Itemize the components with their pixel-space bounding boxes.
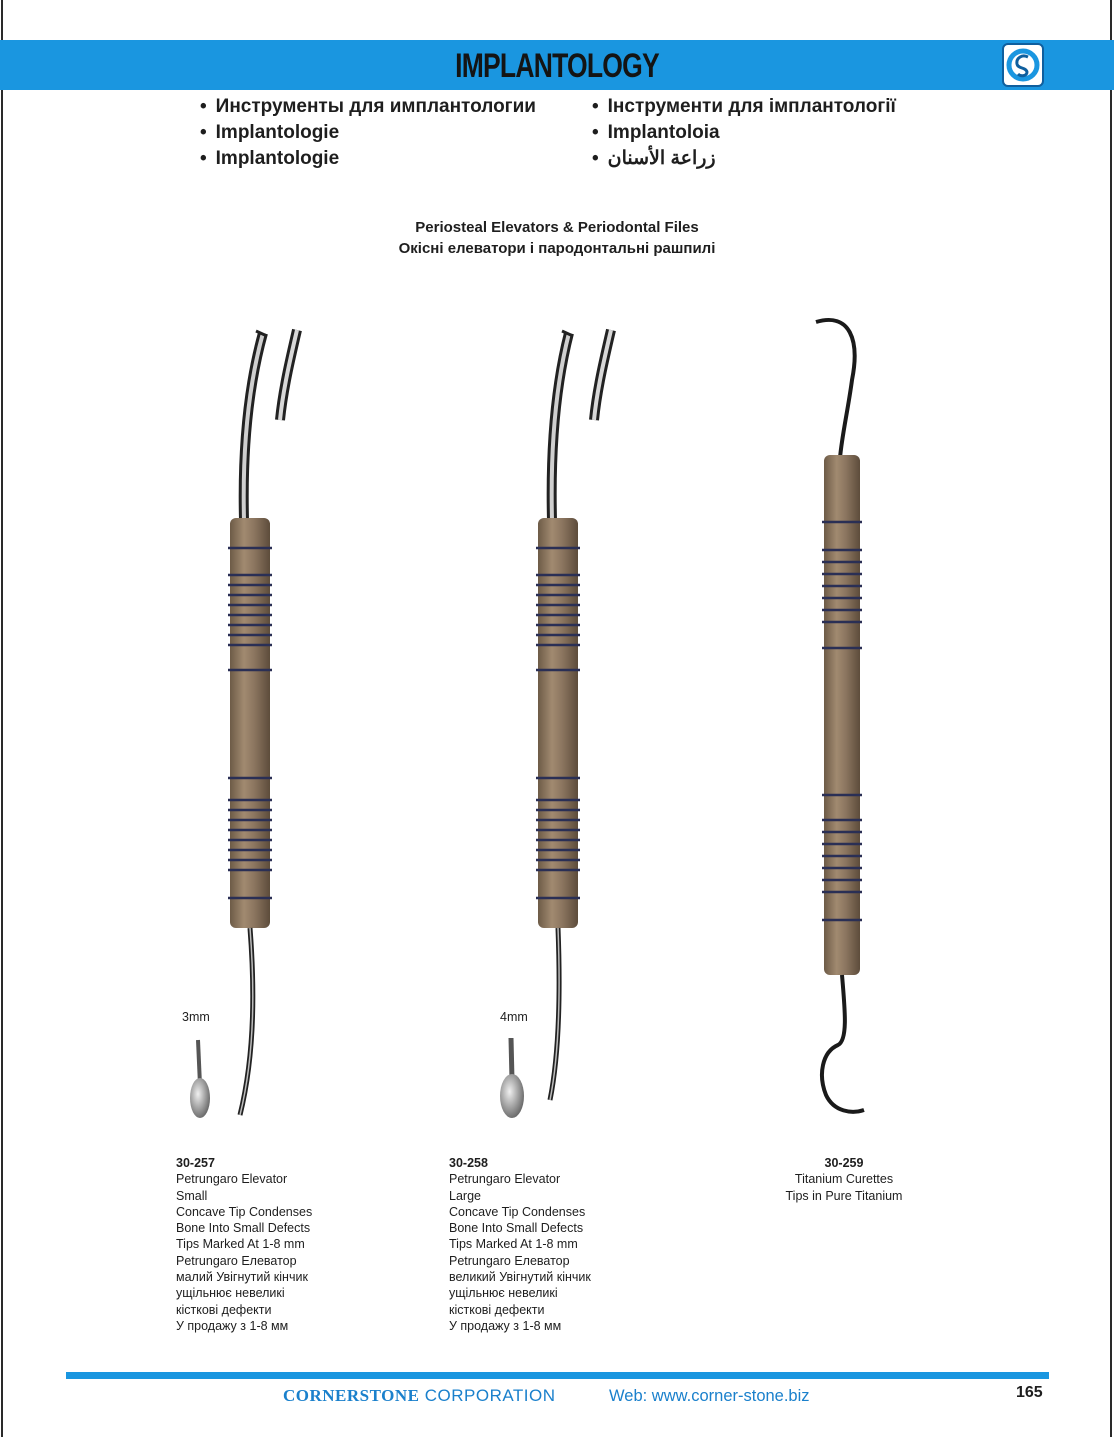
tip-size-label-large: 4mm <box>500 1010 528 1024</box>
product-line: великий Увігнутий кінчик <box>449 1270 591 1285</box>
product-description <box>449 1155 591 1334</box>
page-number: 165 <box>1016 1384 1043 1401</box>
product-line: Petrungaro Елеватор <box>176 1253 297 1268</box>
product-code: 30-259 <box>824 1156 864 1170</box>
footer-website-link[interactable]: Web: www.corner-stone.biz <box>609 1387 810 1405</box>
language-item: • Implantoloia <box>592 120 896 146</box>
footer-company-name <box>283 1386 556 1406</box>
product-line: Bone Into Small Defects <box>176 1221 311 1236</box>
product-description <box>176 1155 312 1334</box>
product-line: Tips Marked At 1-8 mm <box>449 1237 578 1252</box>
language-item: • Implantologie <box>200 120 536 146</box>
language-item: • Инструменты для имплантологии <box>200 94 536 120</box>
product-line: Bone Into Small Defects <box>449 1221 584 1236</box>
product-line: У продажу з 1-8 мм <box>176 1318 289 1333</box>
product-line: ущільнює невеликі <box>176 1286 285 1301</box>
product-line: Petrungaro Elevator <box>176 1172 288 1187</box>
footer-divider <box>66 1372 1049 1379</box>
product-line: малий Увігнутий кінчик <box>176 1270 308 1285</box>
product-line: Large <box>449 1188 481 1203</box>
product-code: 30-258 <box>449 1156 488 1170</box>
product-line: Concave Tip Condenses <box>449 1204 586 1219</box>
product-description <box>744 1155 944 1204</box>
section-title-en: Periosteal Elevators & Periodontal Files <box>415 219 699 236</box>
product-line: Tips in Pure Titanium <box>785 1188 903 1203</box>
page-title: IMPLANTOLOGY <box>455 47 659 85</box>
product-line: ущільнює невеликі <box>449 1286 558 1301</box>
product-line: У продажу з 1-8 мм <box>449 1318 562 1333</box>
company-name-bold: CORNERSTONE <box>283 1386 420 1405</box>
product-line: Concave Tip Condenses <box>176 1204 313 1219</box>
section-title-uk: Окісні елеватори і пародонтальні рашпилі <box>398 240 716 257</box>
language-item: • Інструменти для імплантології <box>592 94 896 120</box>
tip-size-label-small: 3mm <box>182 1010 210 1024</box>
product-line: Small <box>176 1188 208 1203</box>
product-line: Tips Marked At 1-8 mm <box>176 1237 305 1252</box>
product-code: 30-257 <box>176 1156 215 1170</box>
elevator-small-instrument <box>190 330 297 1118</box>
product-line: кісткові дефекти <box>449 1302 545 1317</box>
company-name-rest: CORPORATION <box>424 1386 556 1405</box>
titanium-curette-instrument <box>816 320 864 1112</box>
product-line: Petrungaro Elevator <box>449 1172 561 1187</box>
product-line: Titanium Curettes <box>794 1172 894 1187</box>
product-line: Petrungaro Елеватор <box>449 1253 570 1268</box>
language-item: • زراعة الأسنان <box>592 146 896 172</box>
elevator-large-instrument <box>500 330 611 1118</box>
product-line: кісткові дефекти <box>176 1302 272 1317</box>
language-item: • Implantologie <box>200 146 536 172</box>
